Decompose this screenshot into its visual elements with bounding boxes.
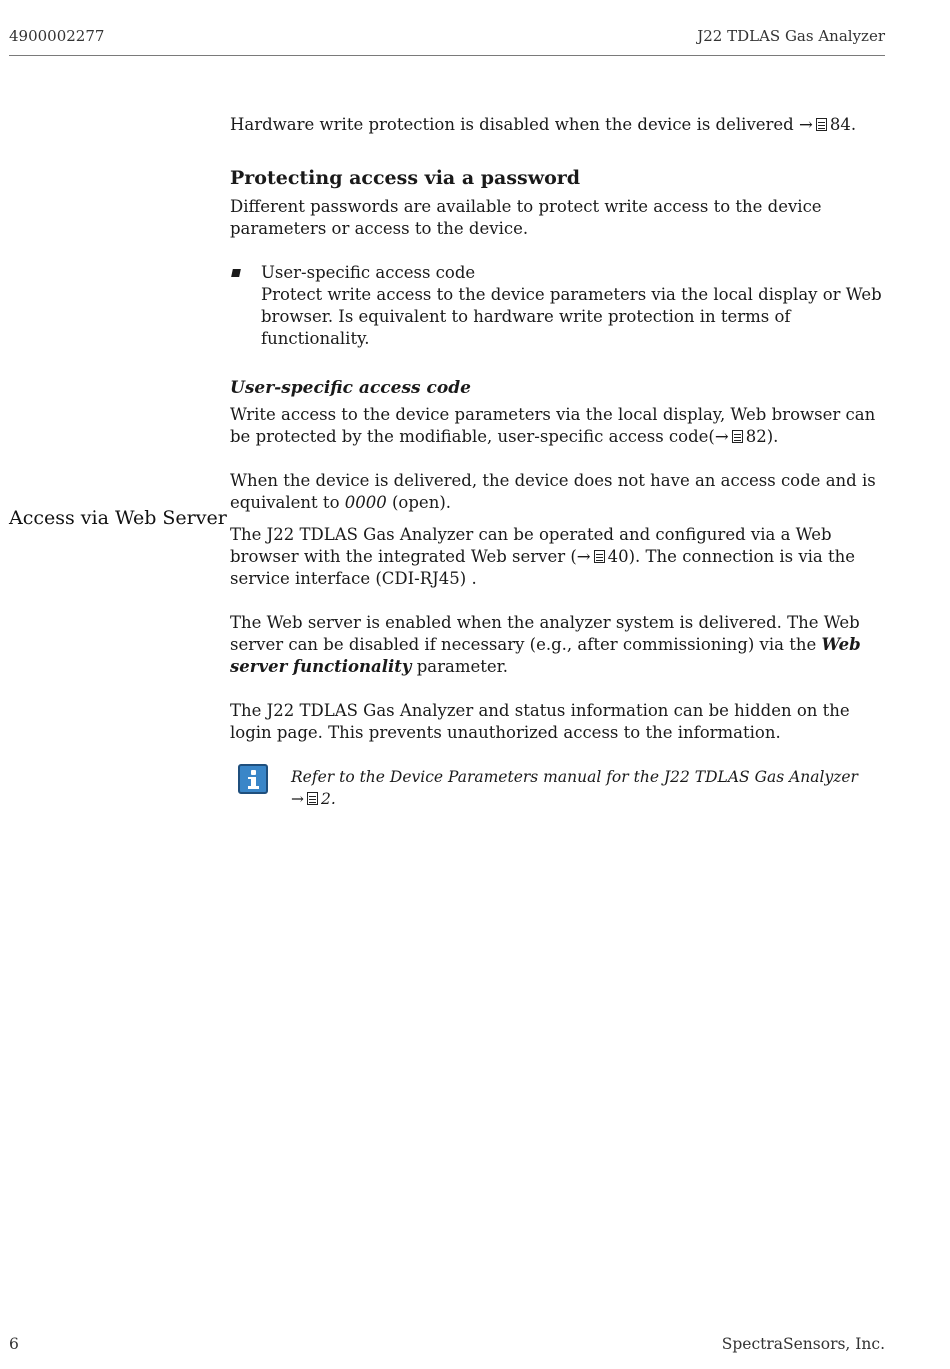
- section-heading-password: Protecting access via a password: [230, 167, 581, 189]
- page-reference[interactable]: → 82: [714, 427, 767, 446]
- doc-number: 4900002277: [9, 27, 105, 45]
- status-info-paragraph: The J22 TDLAS Gas Analyzer and status information can be hidden on the login page. This prevents unauthorized access to the information.: [230, 701, 850, 742]
- page-reference-icon: [816, 118, 827, 131]
- hw-write-protection-paragraph: Hardware write protection is disabled when the device is delivered → 84.: [230, 115, 857, 134]
- list-item-title: User-specific access code: [261, 263, 476, 282]
- main-content: [230, 114, 888, 810]
- page-reference-icon: [594, 550, 605, 563]
- page-reference-icon: [307, 792, 318, 805]
- bullet-list: [230, 262, 888, 350]
- list-item-description: Protect write access to the device parameters via the local display or Web browser. Is equivalent to hardware write protection in terms of functionality.: [261, 285, 882, 348]
- page-reference[interactable]: → 2: [291, 790, 331, 808]
- doc-title: J22 TDLAS Gas Analyzer: [697, 27, 885, 45]
- info-icon: [238, 764, 268, 794]
- page-header: [9, 27, 885, 56]
- write-access-paragraph: Write access to the device parameters via the local display, Web browser can be protected by the modifiable, user-specific access code(→ 82).: [230, 405, 876, 446]
- page-number: 6: [9, 1335, 19, 1353]
- page-reference[interactable]: → 40: [576, 547, 629, 566]
- web-server-enabled-paragraph: The Web server is enabled when the analyzer system is delivered. The Web server can be disabled if necessary (e.g., after commissioning) via the Web server functionality parameter.: [230, 613, 861, 676]
- page-reference-icon: [732, 430, 743, 443]
- page-reference[interactable]: → 84: [799, 115, 851, 134]
- passwords-paragraph: Different passwords are available to protect write access to the device parameters or access to the device.: [230, 197, 822, 238]
- bullet-icon: [231, 269, 241, 277]
- access-code-value: 0000: [344, 493, 387, 512]
- parameter-name: Web server functionality: [230, 635, 861, 676]
- note-text: Refer to the Device Parameters manual for the J22 TDLAS Gas Analyzer: [291, 768, 858, 786]
- delivered-paragraph: When the device is delivered, the device does not have an access code and is equivalent to 0000 (open).: [230, 471, 876, 512]
- list-item: [230, 262, 888, 350]
- subheading-user-access-code: User-specific access code: [230, 378, 471, 398]
- page-footer: [9, 1335, 885, 1353]
- web-server-paragraph: The J22 TDLAS Gas Analyzer can be operated and configured via a Web browser with the integrated Web server (→ 40). The connection is via the service interface (CDI-RJ45) .: [230, 525, 856, 588]
- side-heading-web-server: Access via Web Server: [9, 507, 227, 529]
- company-name: SpectraSensors, Inc.: [721, 1335, 885, 1353]
- info-note: Refer to the Device Parameters manual for the J22 TDLAS Gas Analyzer → 2.: [230, 766, 888, 810]
